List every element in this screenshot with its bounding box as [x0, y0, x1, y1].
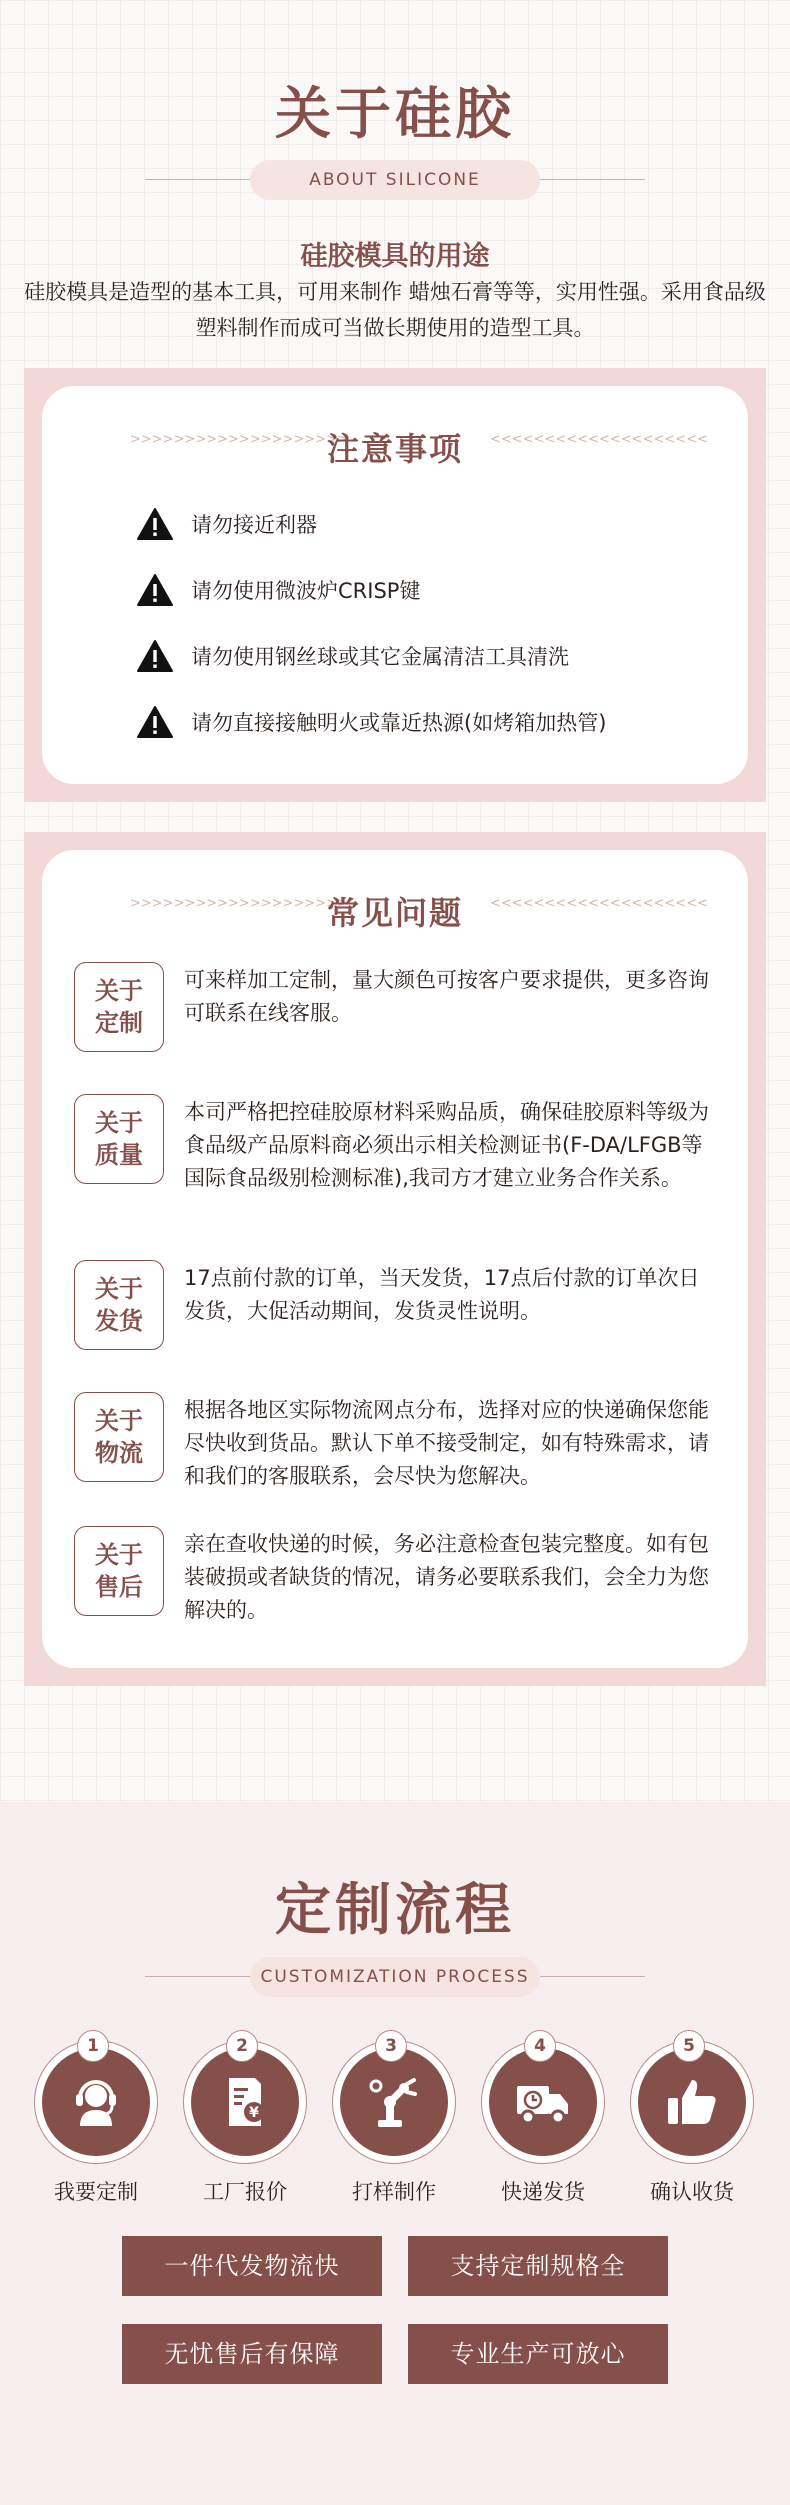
warning-icon [137, 706, 173, 738]
svg-text:¥: ¥ [249, 2105, 259, 2121]
step-disc [489, 2048, 597, 2156]
notice-header [42, 424, 748, 468]
feature-after-sales: 无忧售后有保障 [122, 2324, 382, 2384]
delivery-truck-icon [513, 2072, 573, 2132]
divider-right [540, 179, 645, 180]
faq-card [24, 832, 766, 1686]
faq-badge-line2: 定制 [95, 1009, 143, 1037]
faq-badge-line1: 关于 [95, 1275, 143, 1303]
feature-fast-dropship: 一件代发物流快 [122, 2236, 382, 2296]
faq-badge [74, 1392, 164, 1482]
divider-left [145, 179, 250, 180]
process-subtitle-row [0, 1957, 790, 1997]
faq-badge [74, 1094, 164, 1184]
feature-custom-specs: 支持定制规格全 [408, 2236, 668, 2296]
process-section [0, 1802, 790, 2505]
faq-header [42, 888, 748, 932]
step-disc [42, 2048, 150, 2156]
faq-answer: 根据各地区实际物流网点分布，选择对应的快递确保您能尽快收到货品。默认下单不接受制定，如有特殊需求，请和我们的客服联系，会尽快为您解决。 [184, 1398, 709, 1488]
faq-badge [74, 1526, 164, 1616]
faq-badge [74, 1260, 164, 1350]
process-step-request [31, 2036, 161, 2220]
faq-badge-line1: 关于 [95, 977, 143, 1005]
chevrons-right: <<<<<<<<<<<<<<<<<<<< [490, 432, 708, 447]
warning-icon [137, 574, 173, 606]
process-subtitle: CUSTOMIZATION PROCESS [250, 1957, 540, 1997]
process-step-quote [180, 2036, 310, 2220]
step-number: 2 [226, 2030, 258, 2062]
faq-badge-line2: 物流 [95, 1439, 143, 1467]
faq-badge-line2: 售后 [95, 1573, 143, 1601]
faq-badge-line1: 关于 [95, 1541, 143, 1569]
robot-arm-icon [364, 2072, 424, 2132]
faq-answer: 本司严格把控硅胶原材料采购品质，确保硅胶原料等级为食品级产品原料商必须出示相关检测证书(F-DA/LFGB等国际食品级别检测标准),我司方才建立业务合作关系。 [184, 1100, 709, 1190]
faq-badge [74, 962, 164, 1052]
about-subtitle-row [0, 160, 790, 200]
faq-badge-line2: 发货 [95, 1307, 143, 1335]
step-label: 工厂报价 [203, 2180, 287, 2204]
chevrons-left: >>>>>>>>>>>>>>>>>>>> [130, 432, 348, 447]
step-disc [638, 2048, 746, 2156]
notice-item-text: 请勿使用钢丝球或其它金属清洁工具清洗 [191, 645, 569, 669]
faq-answer: 亲在查收快递的时候，务必注意检查包装完整度。如有包装破损或者缺货的情况，请务必要联系我们，会全力为您解决的。 [184, 1532, 709, 1622]
about-subtitle: ABOUT SILICONE [250, 160, 540, 200]
divider-left [145, 1976, 250, 1977]
step-label: 打样制作 [352, 2180, 436, 2204]
faq-answer: 17点前付款的订单，当天发货，17点后付款的订单次日发货，大促活动期间，发货灵性说明。 [184, 1266, 700, 1323]
thumbs-up-icon [662, 2072, 722, 2132]
faq-card-inner [42, 850, 748, 1668]
notice-title: 注意事项 [326, 430, 463, 468]
step-number: 4 [524, 2030, 556, 2062]
warning-icon [137, 508, 173, 540]
faq-badge-line2: 质量 [95, 1141, 143, 1169]
process-step-sample [329, 2036, 459, 2220]
warning-icon [137, 640, 173, 672]
faq-badge-line1: 关于 [95, 1109, 143, 1137]
faq-badge-line1: 关于 [95, 1407, 143, 1435]
step-disc [191, 2048, 299, 2156]
step-number: 1 [77, 2030, 109, 2062]
step-disc [340, 2048, 448, 2156]
notice-item [137, 704, 697, 740]
notice-item-text: 请勿直接接触明火或靠近热源(如烤箱加热管) [191, 711, 607, 735]
usage-title: 硅胶模具的用途 [300, 241, 490, 272]
divider-right [540, 1976, 645, 1977]
notice-item [137, 506, 697, 542]
about-title: 关于硅胶 [275, 82, 515, 147]
faq-answer: 可来样加工定制，量大颜色可按客户要求提供，更多咨询可联系在线客服。 [184, 968, 709, 1025]
usage-description: 硅胶模具是造型的基本工具，可用来制作 蜡烛石膏等等，实用性强。采用食品级塑料制作而成可当做长期使用的造型工具。 [24, 280, 766, 340]
notice-card-inner [42, 386, 748, 784]
invoice-icon [215, 2072, 275, 2132]
step-label: 确认收货 [650, 2180, 734, 2204]
notice-item [137, 638, 697, 674]
notice-card [24, 368, 766, 802]
step-number: 5 [673, 2030, 705, 2062]
faq-title: 常见问题 [326, 894, 463, 932]
feature-professional-production: 专业生产可放心 [408, 2324, 668, 2384]
step-label: 我要定制 [54, 2180, 138, 2204]
chevrons-right: <<<<<<<<<<<<<<<<<<<< [490, 896, 708, 911]
step-label: 快递发货 [501, 2180, 585, 2204]
notice-item-text: 请勿使用微波炉CRISP键 [191, 579, 421, 603]
process-step-shipping [478, 2036, 608, 2220]
process-step-confirm [627, 2036, 757, 2220]
notice-item [137, 572, 697, 608]
headset-icon [66, 2072, 126, 2132]
process-title: 定制流程 [275, 1878, 515, 1943]
chevrons-left: >>>>>>>>>>>>>>>>>>>> [130, 896, 348, 911]
notice-item-text: 请勿接近利器 [191, 513, 317, 537]
step-number: 3 [375, 2030, 407, 2062]
